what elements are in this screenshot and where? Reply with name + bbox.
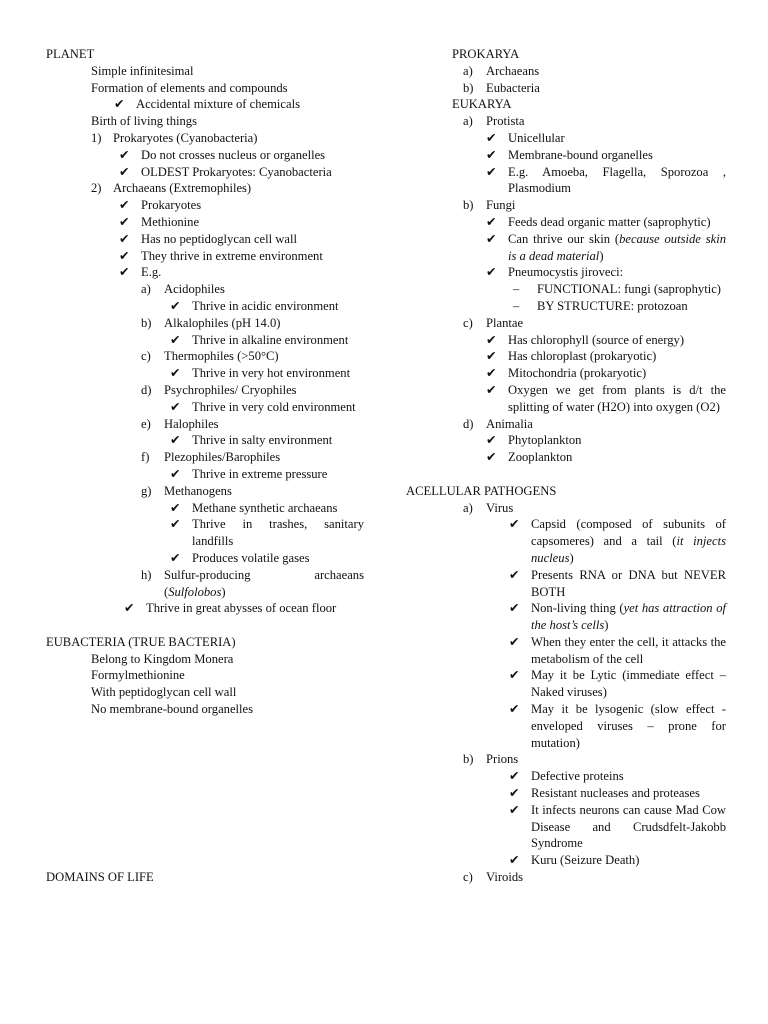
check-icon: ✔ xyxy=(509,668,520,683)
item-title: Archaeans xyxy=(486,63,540,78)
item-title: Archaeans (Extremophiles) xyxy=(113,181,252,196)
bullet-text: Defective proteins xyxy=(531,769,624,784)
lettered-item xyxy=(46,567,364,601)
lettered-item xyxy=(406,113,726,130)
item-letter: d) xyxy=(141,382,152,397)
item-number: 2) xyxy=(91,181,102,196)
bullet-text: Membrane-bound organelles xyxy=(508,147,653,162)
check-icon: ✔ xyxy=(486,265,497,280)
item-title: Fungi xyxy=(486,198,516,213)
spacer xyxy=(46,617,364,634)
bullet-text: Thrive in alkaline environment xyxy=(192,332,349,347)
check-icon: ✔ xyxy=(170,500,181,515)
bullet-item xyxy=(46,365,364,382)
lettered-item xyxy=(46,315,364,332)
bullet-text xyxy=(531,517,726,565)
bullet-text: Resistant nucleases and proteases xyxy=(531,786,700,801)
check-icon: ✔ xyxy=(509,567,520,582)
bullet-text: Has no peptidoglycan cell wall xyxy=(141,231,297,246)
lettered-item xyxy=(406,416,726,433)
prokarya-heading: PROKARYA xyxy=(452,47,520,61)
acellular-heading: ACELLULAR PATHOGENS xyxy=(406,483,557,498)
dash-marker: – xyxy=(513,282,520,297)
item-title: Acidophiles xyxy=(164,282,225,297)
bullet-text: E.g. xyxy=(141,265,162,280)
planet-line: Formation of elements and compounds xyxy=(91,80,288,95)
check-icon: ✔ xyxy=(119,231,130,246)
item-title: Alkalophiles (pH 14.0) xyxy=(164,315,281,330)
bullet-note: it injects nucleus xyxy=(531,534,726,565)
spacer xyxy=(406,466,726,483)
bullet-text xyxy=(531,601,726,632)
bullet-text-start: Can thrive our skin ( xyxy=(508,231,620,246)
check-icon: ✔ xyxy=(509,634,520,649)
check-icon: ✔ xyxy=(170,399,181,414)
check-icon: ✔ xyxy=(170,298,181,313)
bullet-text: Accidental mixture of chemicals xyxy=(136,97,301,112)
item-title: Psychrophiles/ Cryophiles xyxy=(164,382,297,397)
bullet-item xyxy=(406,432,726,449)
lettered-item xyxy=(406,751,726,768)
bullet-item xyxy=(406,365,726,382)
check-icon: ✔ xyxy=(170,466,181,481)
item-title: Eubacteria xyxy=(486,80,540,95)
item-title: Plantae xyxy=(486,315,524,330)
lettered-item xyxy=(406,500,726,517)
check-icon: ✔ xyxy=(486,214,497,229)
bullet-item xyxy=(46,500,364,517)
lettered-item xyxy=(406,63,726,80)
item-title-end: ) xyxy=(221,584,226,599)
bullet-item xyxy=(46,248,364,265)
check-icon: ✔ xyxy=(170,550,181,565)
lettered-item xyxy=(406,869,726,886)
check-icon: ✔ xyxy=(170,366,181,381)
bullet-text: Feeds dead organic matter (saprophytic) xyxy=(508,214,711,229)
bullet-item xyxy=(406,701,726,751)
bullet-text: Thrive in acidic environment xyxy=(192,298,339,313)
bullet-text: Has chlorophyll (source of energy) xyxy=(508,332,685,347)
lettered-item xyxy=(46,281,364,298)
item-letter: b) xyxy=(463,198,474,213)
domains-heading: DOMAINS OF LIFE xyxy=(46,869,154,884)
check-icon: ✔ xyxy=(509,702,520,717)
bullet-text: Thrive in salty environment xyxy=(192,433,333,448)
bullet-item xyxy=(46,164,364,181)
item-letter: a) xyxy=(463,63,473,78)
bullet-text: Zooplankton xyxy=(508,450,573,465)
item-letter: g) xyxy=(141,483,152,498)
bullet-item xyxy=(406,768,726,785)
bullet-item xyxy=(406,852,726,869)
bullet-item xyxy=(46,231,364,248)
item-letter: b) xyxy=(463,752,474,767)
item-letter: b) xyxy=(463,80,474,95)
bullet-item xyxy=(46,550,364,567)
item-number: 1) xyxy=(91,130,102,145)
bullet-item xyxy=(406,147,726,164)
bullet-item xyxy=(46,197,364,214)
item-letter: d) xyxy=(463,416,474,431)
dash-item xyxy=(406,298,726,315)
bullet-text: Thrive in extreme pressure xyxy=(192,466,328,481)
bullet-text: Presents RNA or DNA but NEVER BOTH xyxy=(531,567,726,599)
bullet-text: Kuru (Seizure Death) xyxy=(531,853,640,868)
check-icon: ✔ xyxy=(509,802,520,817)
bullet-item xyxy=(406,130,726,147)
bullet-text: May it be lysogenic (slow effect -enveloped viruses – prone for mutation) xyxy=(531,702,726,750)
dash-text: BY STRUCTURE: protozoan xyxy=(537,298,688,313)
bullet-item xyxy=(406,382,726,416)
eubacteria-heading: EUBACTERIA (TRUE BACTERIA) xyxy=(46,634,236,649)
item-title: Animalia xyxy=(486,416,533,431)
bullet-text-start: Non-living thing ( xyxy=(531,601,624,616)
bullet-text: Do not crosses nucleus or organelles xyxy=(141,147,326,162)
left-column xyxy=(46,46,364,886)
check-icon: ✔ xyxy=(486,231,497,246)
bullet-text: Methane synthetic archaeans xyxy=(192,500,338,515)
item-title: Protista xyxy=(486,114,525,129)
bullet-item xyxy=(46,399,364,416)
item-letter: a) xyxy=(463,114,473,129)
check-icon: ✔ xyxy=(170,332,181,347)
item-letter: e) xyxy=(141,416,151,431)
bullet-text: When they enter the cell, it attacks the metabolism of the cell xyxy=(531,634,726,666)
lettered-item xyxy=(46,382,364,399)
bullet-item xyxy=(406,164,726,198)
bullet-item xyxy=(406,449,726,466)
item-title: Halophiles xyxy=(164,416,219,431)
bullet-item xyxy=(406,802,726,852)
check-icon: ✔ xyxy=(486,450,497,465)
check-icon: ✔ xyxy=(486,366,497,381)
bullet-text: Methionine xyxy=(141,214,200,229)
item-letter: a) xyxy=(141,282,151,297)
bullet-text: Thrive in very hot environment xyxy=(192,366,351,381)
check-icon: ✔ xyxy=(509,786,520,801)
bullet-item xyxy=(406,634,726,668)
planet-line: Simple infinitesimal xyxy=(91,63,194,78)
bullet-text: Produces volatile gases xyxy=(192,550,310,565)
lettered-item xyxy=(46,348,364,365)
check-icon: ✔ xyxy=(486,382,497,397)
check-icon: ✔ xyxy=(486,130,497,145)
bullet-item xyxy=(406,348,726,365)
eubacteria-line: Formylmethionine xyxy=(91,668,185,683)
bullet-text-end: ) xyxy=(599,248,604,263)
item-letter: c) xyxy=(463,315,473,330)
bullet-text: E.g. Amoeba, Flagella, Sporozoa , Plasmodium xyxy=(508,164,726,196)
bullet-item xyxy=(406,264,726,281)
bullet-item xyxy=(46,264,364,281)
numbered-item xyxy=(46,130,364,147)
bullet-text: Unicellular xyxy=(508,130,565,145)
bullet-text: They thrive in extreme environment xyxy=(141,248,323,263)
item-title: Virus xyxy=(486,500,514,515)
item-title: Viroids xyxy=(486,870,524,885)
planet-heading: PLANET xyxy=(46,47,95,61)
item-letter: b) xyxy=(141,315,152,330)
check-icon: ✔ xyxy=(509,517,520,532)
bullet-item xyxy=(46,516,364,550)
bullet-item xyxy=(46,432,364,449)
bullet-text: Mitochondria (prokaryotic) xyxy=(508,366,647,381)
item-letter: h) xyxy=(141,567,152,582)
check-icon: ✔ xyxy=(170,433,181,448)
bullet-text-end: ) xyxy=(569,550,574,565)
item-title: Prions xyxy=(486,752,519,767)
lettered-item xyxy=(46,416,364,433)
check-icon: ✔ xyxy=(486,349,497,364)
eubacteria-line: No membrane-bound organelles xyxy=(91,702,254,717)
bullet-item xyxy=(46,214,364,231)
bullet-item xyxy=(406,667,726,701)
bullet-text: May it be Lytic (immediate effect – Naked viruses) xyxy=(531,668,726,700)
bullet-text: Thrive in trashes, sanitary landfills xyxy=(192,517,364,549)
dash-item xyxy=(406,281,726,298)
bullet-item xyxy=(46,298,364,315)
bullet-text-end: ) xyxy=(604,618,609,633)
dash-text: FUNCTIONAL: fungi (saprophytic) xyxy=(537,282,721,297)
item-letter: f) xyxy=(141,450,150,465)
bullet-text: Prokaryotes xyxy=(141,198,202,213)
species-name: Sulfolobos xyxy=(168,584,222,599)
eubacteria-line: Belong to Kingdom Monera xyxy=(91,651,234,666)
eukarya-heading: EUKARYA xyxy=(452,97,512,112)
bullet-item xyxy=(406,785,726,802)
item-letter: c) xyxy=(463,870,473,885)
item-letter: a) xyxy=(463,500,473,515)
item-title: Thermophiles (>50°C) xyxy=(164,349,279,364)
check-icon: ✔ xyxy=(114,97,125,112)
bullet-text xyxy=(508,232,726,263)
check-icon: ✔ xyxy=(119,164,130,179)
bullet-item xyxy=(46,147,364,164)
item-letter: c) xyxy=(141,349,151,364)
check-icon: ✔ xyxy=(486,433,497,448)
item-title: Prokaryotes (Cyanobacteria) xyxy=(113,130,258,145)
bullet-text: It infects neurons can cause Mad Cow Disease and Crudsdfelt-Jakobb Syndrome xyxy=(531,802,726,851)
check-icon: ✔ xyxy=(486,147,497,162)
numbered-item xyxy=(46,180,364,197)
spacer xyxy=(46,718,364,869)
lettered-item xyxy=(406,80,726,97)
bullet-item xyxy=(406,214,726,231)
lettered-item xyxy=(406,315,726,332)
bullet-text: Pneumocystis jiroveci: xyxy=(508,265,624,280)
lettered-item xyxy=(46,483,364,500)
bullet-item xyxy=(406,332,726,349)
check-icon: ✔ xyxy=(124,601,135,616)
right-column xyxy=(406,46,726,886)
bullet-item xyxy=(406,600,726,634)
planet-bullet xyxy=(46,96,364,113)
check-icon: ✔ xyxy=(170,517,181,532)
bullet-item xyxy=(46,466,364,483)
bullet-text: OLDEST Prokaryotes: Cyanobacteria xyxy=(141,164,332,179)
dash-marker: – xyxy=(513,298,520,313)
check-icon: ✔ xyxy=(509,853,520,868)
bullet-text: Thrive in very cold environment xyxy=(192,399,356,414)
lettered-item xyxy=(46,449,364,466)
item-title: Methanogens xyxy=(164,483,232,498)
check-icon: ✔ xyxy=(486,164,497,179)
item-title-text: Sulfur-producing archaeans ( xyxy=(164,567,364,599)
bullet-text: Oxygen we get from plants is d/t the splitting of water (H2O) into oxygen (O2) xyxy=(508,382,726,414)
bullet-text: Has chloroplast (prokaryotic) xyxy=(508,349,657,364)
check-icon: ✔ xyxy=(486,332,497,347)
check-icon: ✔ xyxy=(119,147,130,162)
bullet-item xyxy=(46,600,364,617)
bullet-text: Thrive in great abysses of ocean floor xyxy=(146,601,337,616)
check-icon: ✔ xyxy=(119,198,130,213)
check-icon: ✔ xyxy=(119,214,130,229)
bullet-note: yet has attraction of the host’s cells xyxy=(531,601,727,633)
check-icon: ✔ xyxy=(509,769,520,784)
item-title: Plezophiles/Barophiles xyxy=(164,450,281,465)
bullet-item xyxy=(406,231,726,265)
bullet-text-start: Capsid (composed of subunits of capsomeres) and a tail ( xyxy=(531,517,726,549)
bullet-item xyxy=(46,332,364,349)
bullet-note: because outside skin is a dead material xyxy=(508,231,726,263)
check-icon: ✔ xyxy=(119,265,130,280)
check-icon: ✔ xyxy=(509,601,520,616)
bullet-text: Phytoplankton xyxy=(508,433,582,448)
item-title xyxy=(164,568,364,599)
eubacteria-line: With peptidoglycan cell wall xyxy=(91,685,237,700)
bullet-item xyxy=(406,567,726,601)
planet-line: Birth of living things xyxy=(91,114,198,129)
lettered-item xyxy=(406,197,726,214)
check-icon: ✔ xyxy=(119,248,130,263)
bullet-item xyxy=(406,516,726,566)
